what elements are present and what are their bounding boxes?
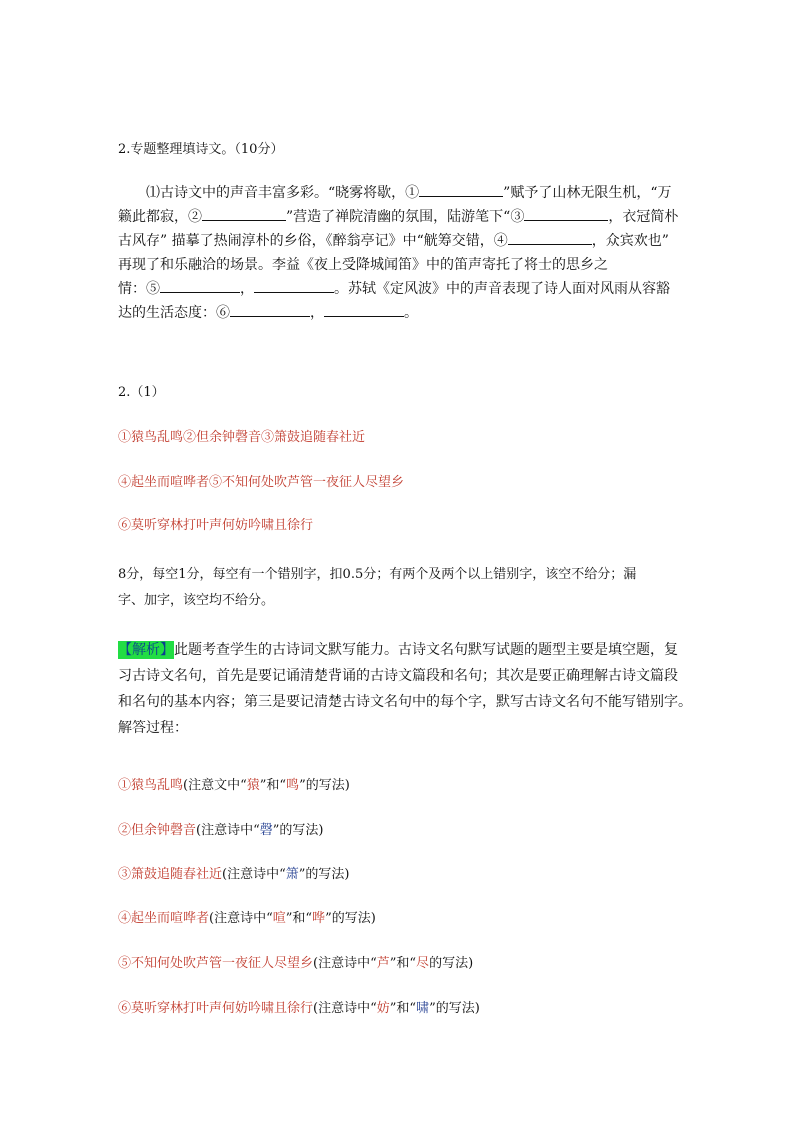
analysis-line: 习古诗文名句，首先是要记诵清楚背诵的古诗文篇段和名句；其次是要正确理解古诗文篇段 bbox=[118, 668, 678, 684]
question-body bbox=[118, 181, 678, 325]
blank-1 bbox=[419, 184, 503, 197]
analysis-line: 和名句的基本内容；第三是要记清楚古诗文名句中的每个字，默写古诗文名句不能写错别字。 bbox=[118, 694, 692, 710]
note-line-6: ⑥莫听穿林打叶声何妨吟啸且徐行(注意诗中“妨”和“啸”的写法) bbox=[118, 1001, 480, 1016]
blank-4 bbox=[508, 232, 592, 245]
analysis-line: 【解析】此题考查学生的古诗词文默写能力。古诗文名句默写试题的题型主要是填空题，复 bbox=[118, 642, 678, 658]
question-line: 古风存” 描摹了热闹淳朴的乡俗，《醉翁亭记》中“觥筹交错，④ ，众宾欢也” bbox=[118, 233, 669, 249]
blank-5b bbox=[254, 280, 334, 293]
scoring-line: 字、加字，该空均不给分。 bbox=[118, 593, 275, 608]
question-line: ⑴古诗文中的声音丰富多彩。“晓雾将歇，① ”赋予了山林无限生机，“万 bbox=[146, 185, 672, 201]
note-line-5: ⑤不知何处吹芦管一夜征人尽望乡(注意诗中“芦”和“尽的写法) bbox=[118, 956, 474, 971]
question-line: 情：⑤ ， 。苏轼《定风波》中的声音表现了诗人面对风雨从容豁 bbox=[118, 281, 670, 297]
analysis bbox=[118, 637, 692, 741]
answer-title: 2.（1） bbox=[118, 385, 165, 400]
answer-line-2: ④起坐而喧哗者⑤不知何处吹芦管一夜征人尽望乡 bbox=[118, 475, 405, 490]
question-line: 达的生活态度：⑥ ， 。 bbox=[118, 305, 418, 321]
answer-line-3: ⑥莫听穿林打叶声何妨吟啸且徐行 bbox=[118, 518, 314, 533]
note-line-3: ③箫鼓追随春社近(注意诗中“箫”的写法) bbox=[118, 867, 350, 882]
note-line-2: ②但余钟磬音(注意诗中“磬”的写法) bbox=[118, 823, 324, 838]
blank-2 bbox=[202, 208, 286, 221]
question-title: 2.专题整理填诗文。（10分） bbox=[118, 142, 284, 157]
blank-6b bbox=[324, 304, 404, 317]
scoring-line: 8分，每空1分，每空有一个错别字，扣0.5分；有两个及两个以上错别字，该空不给分；漏 bbox=[118, 567, 637, 582]
question-line: 再现了和乐融洽的场景。李益《夜上受降城闻笛》中的笛声寄托了将士的思乡之 bbox=[118, 257, 608, 273]
blank-5a bbox=[160, 280, 240, 293]
blank-6a bbox=[230, 304, 310, 317]
analysis-tag: 【解析】 bbox=[118, 642, 174, 658]
note-line-4: ④起坐而喧哗者(注意诗中“喧”和“哗”的写法) bbox=[118, 911, 376, 926]
blank-3 bbox=[524, 208, 608, 221]
analysis-line: 解答过程： bbox=[118, 720, 188, 736]
answer-line-1: ①猿鸟乱鸣②但余钟磬音③箫鼓追随春社近 bbox=[118, 430, 366, 445]
note-line-1: ①猿鸟乱鸣(注意文中“猿”和“鸣”的写法) bbox=[118, 778, 350, 793]
scoring-rules bbox=[118, 562, 678, 614]
question-line: 籁此都寂，② ”营造了禅院清幽的氛围，陆游笔下“③ ，衣冠简朴 bbox=[118, 209, 679, 225]
